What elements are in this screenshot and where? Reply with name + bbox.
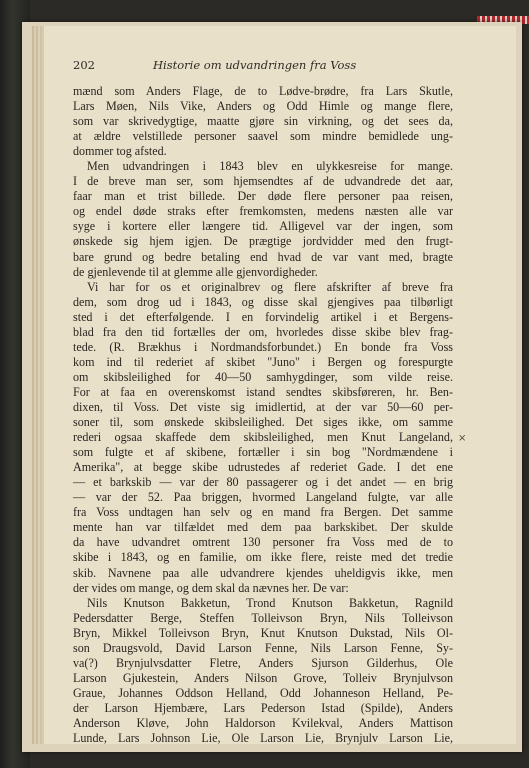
text-line: blad fra den tid fortælles der om, hvorledes disse skibe blev frag- — [73, 324, 453, 339]
text-line: mænd som Anders Flage, de to Lødve-brødre, fra Lars Skutle, — [73, 84, 453, 98]
text-line: de gjenlevende til at glemme alle gjenvordigheder. — [73, 264, 318, 279]
text-line: — var der 52. Paa briggen, hvormed Langeland fulgte, var alle — [73, 490, 453, 505]
text-line: son Draugsvold, David Larson Fenne, Nils Larson Fenne, Sy- — [73, 640, 453, 655]
text-line: — et barkskib — var der 80 passagerer og i det andet — en brig — [73, 475, 453, 490]
text-line: at ældre velstillede personer saavel som mindre bemidlede ung- — [73, 129, 453, 144]
text-line: Bryn, Mikkel Tolleivson Bryn, Knut Knutson Dukstad, Nils Ol- — [73, 625, 453, 640]
text-line: syge i kortere eller længere tid. Alligevel var der ingen, som — [73, 219, 453, 234]
text-line: Pedersdatter Berge, Steffen Tolleivson Bryn, Nils Tolleivson — [73, 610, 453, 625]
text-line: da have udvandret omtrent 130 personer fra Voss med de to — [73, 535, 453, 550]
text-line: som fulgte et af skibene, fortæller i sin bog "Nordmændene i — [73, 445, 453, 460]
margin-mark: × — [458, 433, 467, 444]
text-line: Graue, Johannes Oddson Helland, Odd Johanneson Helland, Pe- — [73, 685, 453, 700]
text-line: dixen, til Voss. Det viste sig imidlertid, at der var 50—60 per- — [73, 399, 453, 414]
text-line: om skibsleilighed for 40—50 samhygdinger, som vilde reise. — [73, 369, 453, 384]
text-line: dommer tog afsted. — [73, 144, 167, 159]
text-line: skib. Navnene paa alle udvandrere kjendes uheldigvis ikke, men — [73, 565, 453, 580]
text-line: skibe i 1843, og en familie, om ikke flere, reiste med det tredie — [73, 550, 453, 565]
text-line: kom ind til rederiet af skibet "Juno" i Bergen og forespurgte — [73, 354, 453, 369]
text-line: Amerika", at begge skibe udrustedes af rederiet Gade. I det ene — [73, 460, 453, 475]
text-line: sted i det efterfølgende. I en forvindelig artikel i et Bergens- — [73, 309, 453, 324]
text-line: va(?) Brynjulvsdatter Fletre, Anders Sjurson Gilderhus, Ole — [73, 655, 453, 670]
text-line: Anderson Kløve, John Haldorson Kvilekval, Anders Mattison — [73, 715, 453, 730]
text-line: rederi ogsaa skaffede dem skibsleilighed, men Knut Langeland, — [73, 430, 453, 445]
text-line: der Larson Hjembære, Lars Pederson Istad (Spilde), Anders — [73, 700, 453, 715]
text-line: Men udvandringen i 1843 blev en ulykkesreise for mange. — [87, 159, 453, 174]
text-line: og endel døde straks efter fremkomsten, medens næsten alle var — [73, 204, 453, 219]
text-line: faar man et trist billede. Der døde flere personer paa reisen, — [73, 189, 453, 204]
text-line: ønskede sig hjem igjen. De prægtige jordvidder med den frugt- — [73, 234, 453, 249]
text-line: bare grund og bedre betaling end hvad de var vant med, bragte — [73, 249, 453, 264]
text-line: mente han var tilfældet med dem paa barkskibet. Der skulde — [73, 520, 453, 535]
text-line: fra Voss undtagen han selv og en mand fra Bergen. Det samme — [73, 505, 453, 520]
text-line: tede. (R. Brækhus i Nordmandsforbundet.) En bonde fra Voss — [73, 339, 453, 354]
text-line: For at faa en overenskomst istand sendtes skibsføreren, hr. Ben- — [73, 384, 453, 399]
text-line: Lars Møen, Nils Vike, Anders og Odd Himle og mange flere, — [73, 99, 453, 114]
text-line: Larson Gjukestein, Anders Nilson Grove, Tolleiv Brynjulvson — [73, 670, 453, 685]
text-line: Nils Knutson Bakketun, Trond Knutson Bakketun, Ragnild — [87, 595, 453, 610]
text-line: I de breve man ser, som hjemsendtes af de udvandrede det aar, — [73, 174, 453, 189]
body-text — [73, 84, 453, 746]
text-line: dem, som drog ud i 1843, og disse skal gjengives paa tilbørligt — [73, 294, 453, 309]
text-line: som var skrivedygtige, maatte gjøre sin virkning, og det sees da, — [73, 114, 453, 129]
text-line: Lunde, Lars Johnson Lie, Ole Larson Lie, Brynjulv Larson Lie, — [73, 731, 453, 746]
text-line: Vi har for os et originalbrev og flere afskrifter af breve fra — [87, 279, 453, 294]
text-line: der vides om mange, og dem skal da nævnes her. De var: — [73, 580, 349, 595]
page-number: 202 — [73, 58, 95, 72]
running-title: Historie om udvandringen fra Voss — [153, 58, 357, 72]
text-line: soner til, som ønskede skibsleilighed. Det siges ikke, om samme — [73, 415, 453, 430]
page-header — [73, 58, 453, 74]
